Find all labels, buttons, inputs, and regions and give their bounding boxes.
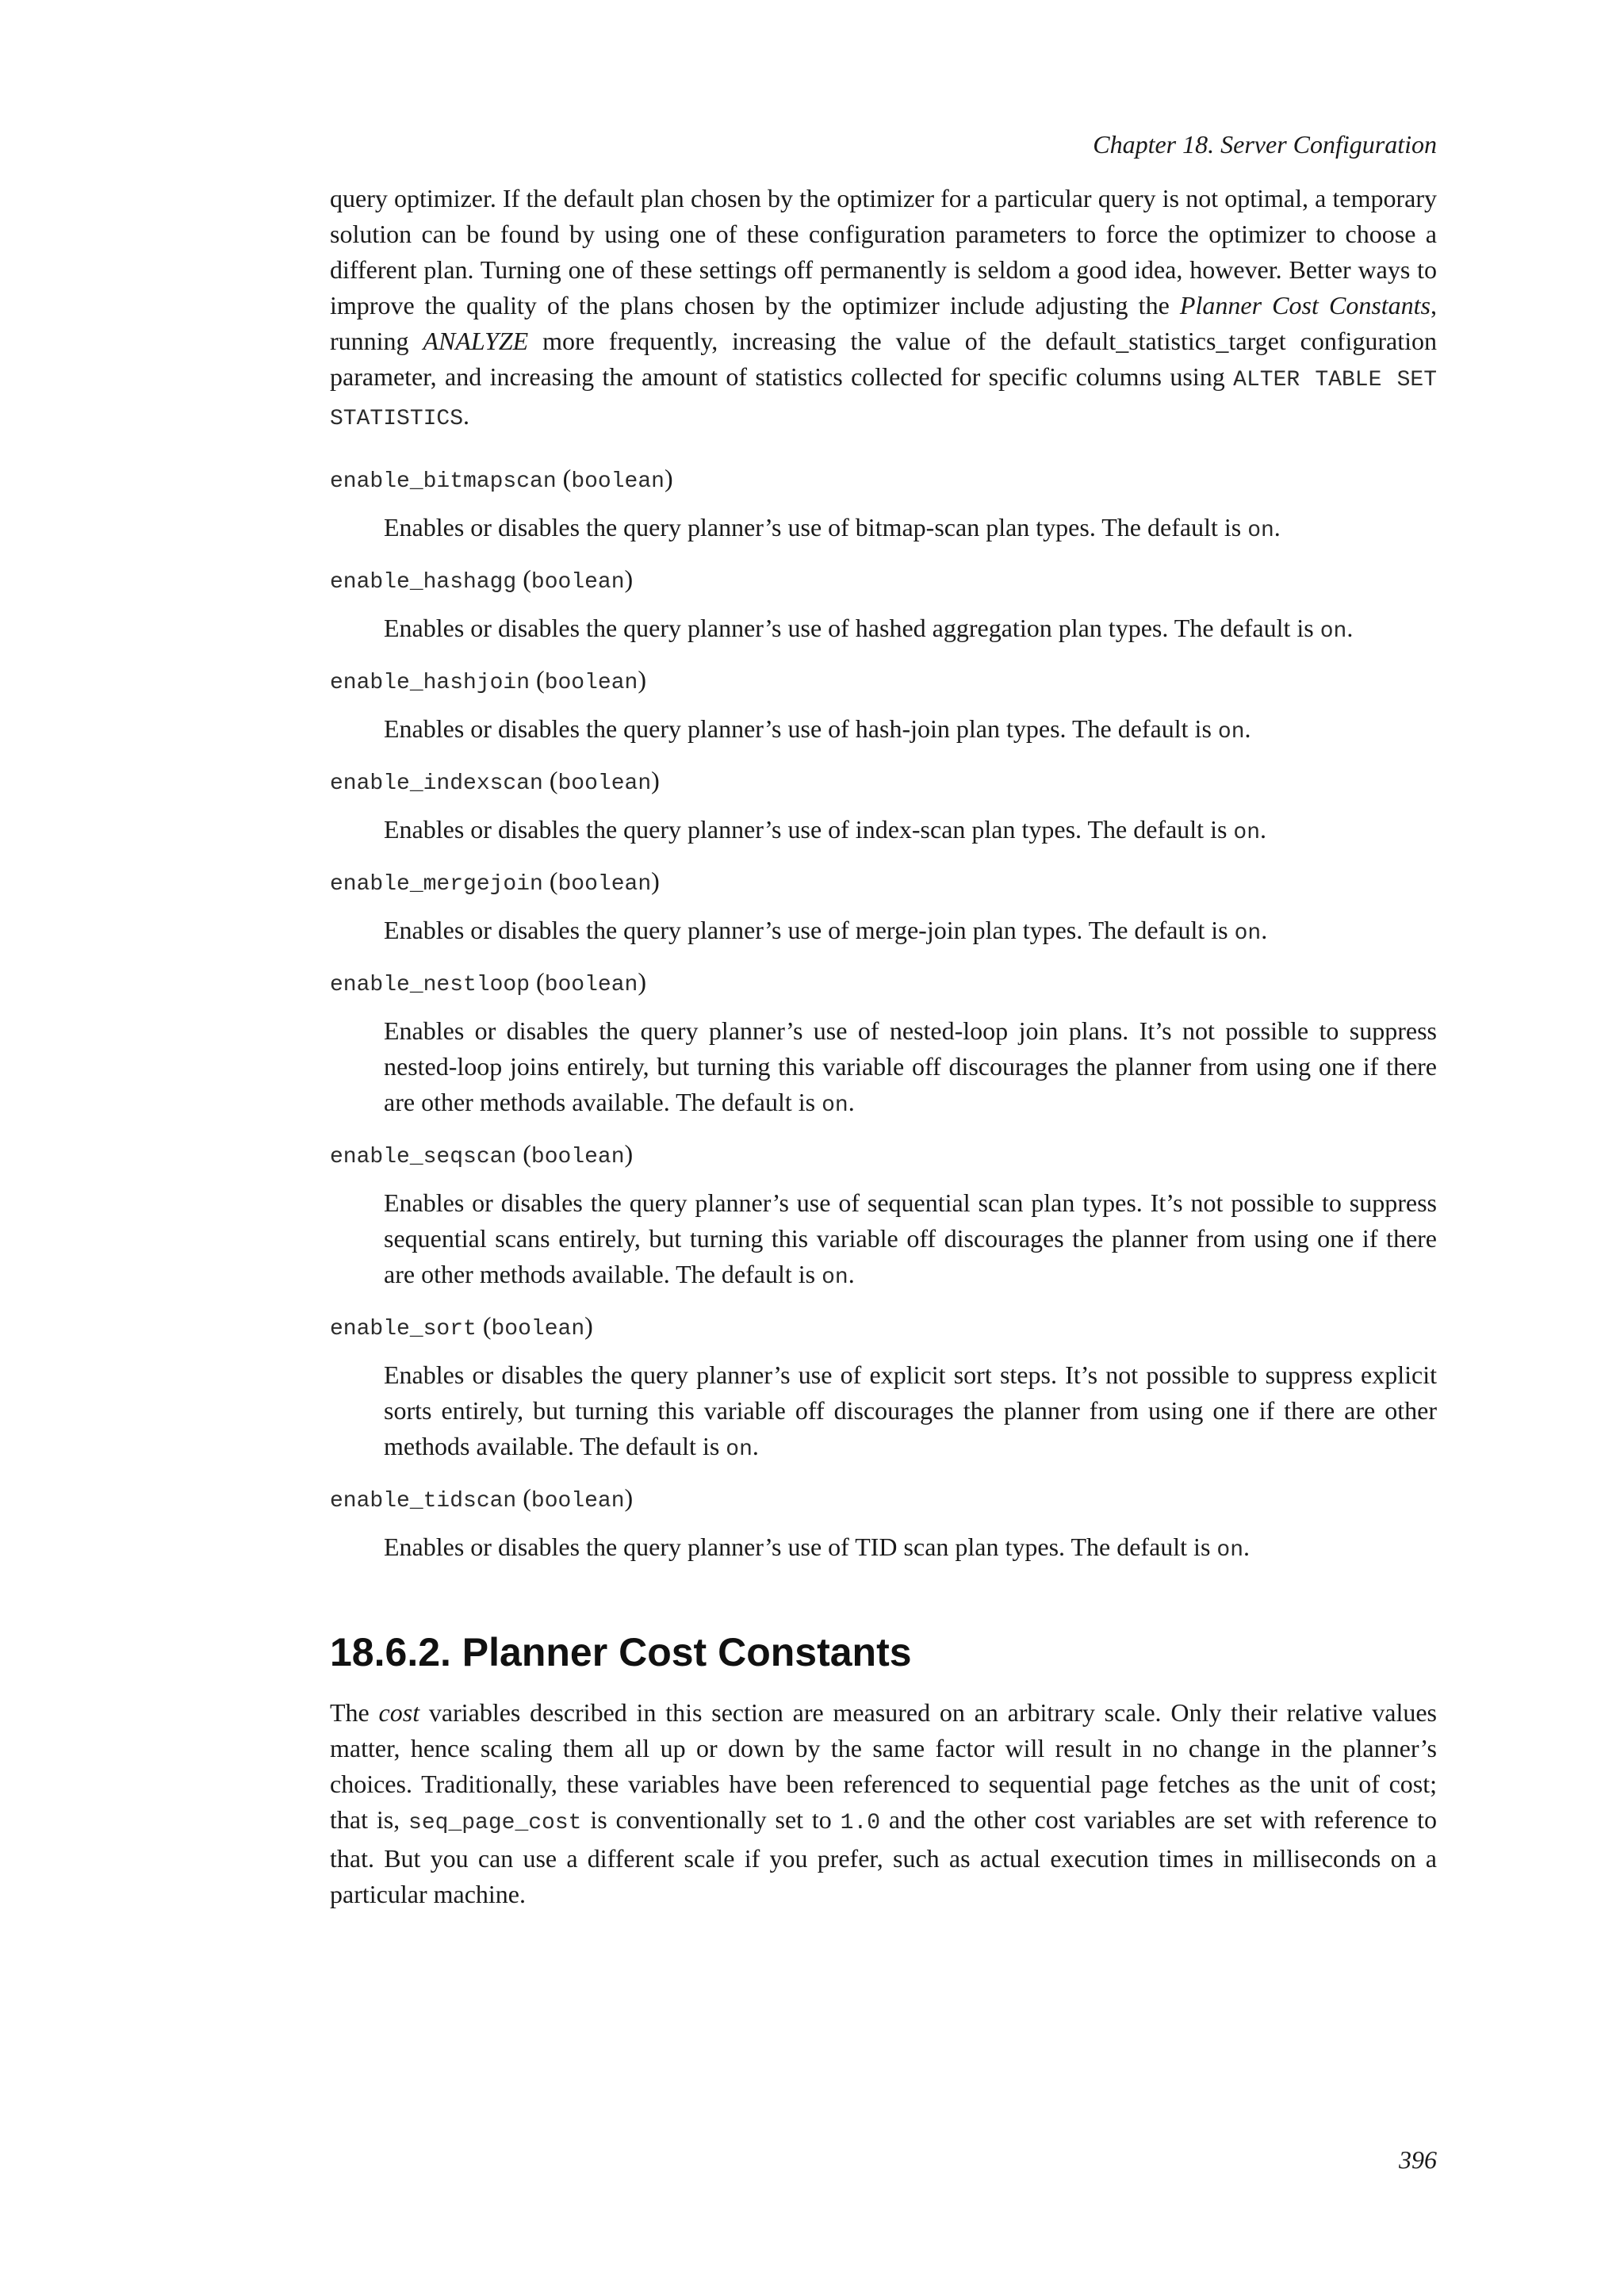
running-header: Chapter 18. Server Configuration — [1093, 130, 1437, 159]
intro-text-3: more frequently, increasing the value of the default_statistics_target configuration parameter, and increasing the amount of statistics collected for specific columns using — [330, 327, 1438, 391]
variable-type: boolean — [544, 671, 638, 695]
variable-type: boolean — [530, 1145, 625, 1169]
variable-name: enable_seqscan — [330, 1145, 517, 1169]
section-heading: 18.6.2. Planner Cost Constants — [330, 1630, 912, 1674]
variable-name: enable_tidscan — [330, 1489, 517, 1513]
variable-term: enable_tidscan (boolean) — [330, 1483, 634, 1513]
variable-description: Enables or disables the query planner’s use of merge-join plan types. The default is on. — [384, 916, 1268, 946]
variable-type: boolean — [544, 973, 638, 997]
default-value: on — [1233, 821, 1261, 845]
page-number: 396 — [1399, 2145, 1437, 2174]
cost-emphasis: cost — [378, 1698, 420, 1727]
variable-name: enable_bitmapscan — [330, 469, 557, 494]
default-value: on — [1216, 1538, 1243, 1563]
default-value: on — [1217, 720, 1245, 744]
variable-term: enable_bitmapscan (boolean) — [330, 464, 673, 494]
variable-type: boolean — [571, 469, 665, 494]
variable-term: enable_hashjoin (boolean) — [330, 665, 646, 695]
variable-name: enable_hashjoin — [330, 671, 530, 695]
variable-name: enable_indexscan — [330, 771, 543, 796]
variable-description: Enables or disables the query planner’s use of hash-join plan types. The default is on. — [384, 714, 1251, 744]
alter-table-code: ALTER TABLE SET STATISTICS — [330, 368, 1437, 431]
variable-type: boolean — [530, 1489, 625, 1513]
intro-paragraph — [330, 181, 1437, 437]
variable-description: Enables or disables the query planner’s use of bitmap-scan plan types. The default is on. — [384, 513, 1281, 543]
variable-type: boolean — [491, 1317, 585, 1341]
variable-term: enable_nestloop (boolean) — [330, 967, 646, 997]
variable-term: enable_mergejoin (boolean) — [330, 867, 660, 897]
section-paragraph: The cost variables described in this section are measured on an arbitrary scale. Only their relative values matter, hence scaling them all up or down by the same factor will result in no change in the planner’s choices. Traditionally, these variables have been referenced to sequential page fetches as the unit of cost; that is, seq_page_cost is conventionally set to 1.0 and the other cost variables are set with reference to that. But you can use a different scale if you prefer, such as actual execution times in milliseconds on a particular machine. — [330, 1698, 1438, 1908]
intro-text-1: query optimizer. If the default plan chosen by the optimizer for a particular query is not optimal, a temporary solution can be found by using one of these configuration parameters to force the optimizer to choose a different plan. Turning one of these settings off permanently is seldom a good idea, however. Better ways to improve the quality of the plans chosen by the optimizer include adjusting the — [330, 184, 1437, 320]
default-value: on — [822, 1093, 848, 1118]
variable-type: boolean — [557, 771, 652, 796]
seq-page-cost-code: seq_page_cost — [408, 1811, 582, 1835]
analyze-link[interactable]: ANALYZE — [423, 327, 529, 355]
variable-term: enable_hashagg (boolean) — [330, 564, 634, 595]
planner-cost-constants-link[interactable]: Planner Cost Constants — [1179, 291, 1431, 320]
variable-description: Enables or disables the query planner’s use of explicit sort steps. It’s not possible to suppress explicit sorts entirely, but turning this variable off discourages the planner from using one if there are other methods available. The default is on. — [384, 1360, 1437, 1462]
variable-list — [330, 461, 1437, 1568]
variable-name: enable_hashagg — [330, 570, 517, 595]
variable-name: enable_sort — [330, 1317, 477, 1341]
default-value: on — [822, 1265, 848, 1290]
variable-description: Enables or disables the query planner’s use of TID scan plan types. The default is on. — [384, 1533, 1250, 1563]
default-value: on — [1247, 519, 1274, 543]
variable-type: boolean — [557, 872, 652, 897]
default-value: on — [1320, 619, 1347, 644]
variable-name: enable_mergejoin — [330, 872, 543, 897]
variable-description: Enables or disables the query planner’s use of hashed aggregation plan types. The default is on. — [384, 614, 1354, 644]
variable-type: boolean — [530, 570, 625, 595]
default-value: on — [1234, 921, 1262, 946]
variable-term: enable_seqscan (boolean) — [330, 1139, 634, 1169]
intro-text-2: , running — [330, 291, 1438, 355]
variable-term: enable_indexscan (boolean) — [330, 766, 660, 796]
variable-term: enable_sort (boolean) — [330, 1311, 593, 1341]
default-value: on — [726, 1437, 753, 1462]
one-point-zero-code: 1.0 — [840, 1811, 881, 1835]
variable-description: Enables or disables the query planner’s use of sequential scan plan types. It’s not possible to suppress sequential scans entirely, but turning this variable off discourages the planner from using one if there are other methods available. The default is on. — [384, 1188, 1437, 1290]
intro-text-4: . — [463, 401, 470, 430]
variable-name: enable_nestloop — [330, 973, 530, 997]
variable-description: Enables or disables the query planner’s use of nested-loop join plans. It’s not possible to suppress nested-loop joins entirely, but turning this variable off discourages the planner from using one if there are other methods available. The default is on. — [384, 1016, 1437, 1118]
document-page — [330, 127, 1437, 1912]
variable-description: Enables or disables the query planner’s use of index-scan plan types. The default is on. — [384, 815, 1267, 845]
